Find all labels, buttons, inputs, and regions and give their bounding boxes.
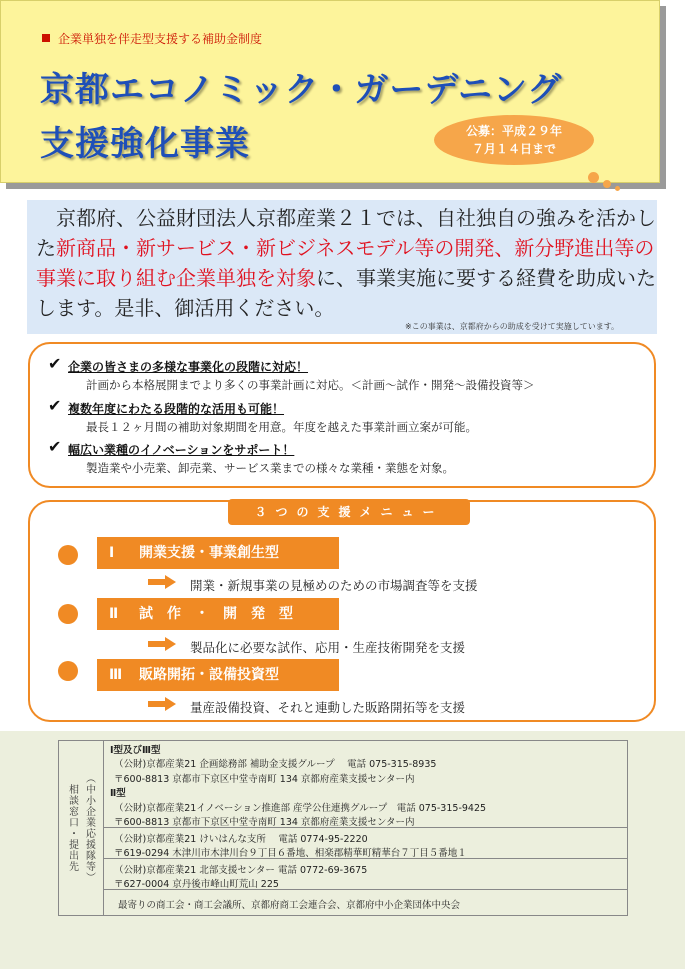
funding-note: ※この事業は、京都府からの助成を受けて実施しています。 [405,322,620,331]
feature-desc: 計画から本格展開までより多くの事業計画に対応。＜計画～試作・開発～設備投資等＞ [86,378,535,392]
contact-type-2: Ⅱ型 [110,788,126,799]
bubble-dot-icon [615,186,620,191]
contact-1-line1: （公財)京都産業21 企画総務部 補助金支援グループ 電話 075-315-8935 [114,759,437,770]
circle-bullet-icon [58,604,78,624]
bubble-dot-icon [603,180,611,188]
intro-part1: 京都府、公益財団法人京都産業２１では、自社独自の強みを活かした [36,206,656,260]
check-icon: ✔ [48,396,62,415]
page-title-line2: 支援強化事業 [40,124,250,164]
page-title-line1: 京都エコノミック・ガーデニング [40,70,563,110]
circle-bullet-icon [58,545,78,565]
contact-2-line1: （公財)京都産業21イノベーション推進部 産学公住連携グループ 電話 075-315-9425 [114,803,487,814]
support-menu-heading: ３つの支援メニュー [228,499,470,525]
intro-text [36,203,664,323]
square-bullet-icon [42,34,50,42]
menu-item-number: Ⅱ [109,606,119,622]
feature-title: 企業の皆さまの多様な事業化の段階に対応！ [68,360,309,374]
contact-side-label-sub: （中小企業応援隊等） [83,773,95,883]
contact-side-label-main: 相談窓口・提出先 [66,784,78,872]
menu-item-desc: 開業・新規事業の見極めのための市場調査等を支援 [190,578,478,593]
contact-side-label [58,740,104,916]
feature-title: 幅広い業種のイノベーションをサポート！ [68,443,295,457]
tagline [42,30,262,47]
feature-desc: 製造業や小売業、卸売業、サービス業までの様々な業種・業態を対象。 [86,461,454,475]
contact-type-1-3: Ⅰ型及びⅢ型 [110,745,161,756]
check-icon: ✔ [48,437,62,456]
feature-title: 複数年度にわたる段階的な活用も可能！ [68,402,285,416]
feature-desc: 最長１２ヶ月間の補助対象期間を用意。年度を越えた事業計画立案が可能。 [86,420,477,434]
menu-item-2 [97,598,339,630]
deadline-line1: 公募：平成２９年 [465,124,562,138]
menu-item-1 [97,537,339,569]
menu-item-desc: 製品化に必要な試作、応用・生産技術開発を支援 [190,640,466,655]
check-icon: ✔ [48,354,62,373]
contact-1-line2: 〒600-8813 京都市下京区中堂寺南町 134 京都府産業支援センター内 [114,774,415,785]
menu-item-3 [97,659,339,691]
menu-item-label: 試 作 ・ 開 発 型 [139,606,293,622]
contact-4-line1: （公財)京都産業21 北部支援センター 電話 0772-69-3675 [114,865,368,876]
deadline-bubble [434,115,594,165]
contact-5: 最寄りの商工会・商工会議所、京都府商工会連合会、京都府中小企業団体中央会 [118,900,461,911]
contact-3-line1: （公財)京都産業21 けいはんな支所 電話 0774-95-2220 [114,834,368,845]
arrow-right-icon [148,637,176,651]
deadline-line2: ７月１４日まで [471,142,556,156]
menu-item-number: Ⅲ [109,667,123,683]
tagline-text: 企業単独を伴走型支援する補助金制度 [58,32,263,46]
arrow-right-icon [148,575,176,589]
circle-bullet-icon [58,661,78,681]
menu-item-label: 開業支援・事業創生型 [139,545,279,561]
contact-2-line2: 〒600-8813 京都市下京区中堂寺南町 134 京都府産業支援センター内 [114,817,415,828]
arrow-right-icon [148,697,176,711]
contact-4-line2: 〒627-0004 京丹後市峰山町荒山 225 [114,879,279,890]
menu-item-label: 販路開拓・設備投資型 [139,667,279,683]
bubble-dot-icon [588,172,599,183]
intro-part2: に、事業実施に要する経費を助成いたします。是非、御活用ください。 [36,266,656,320]
menu-item-desc: 量産設備投資、それと連動した販路開拓等を支援 [190,700,466,715]
menu-item-number: Ⅰ [109,545,115,561]
intro-highlight: 新商品・新サービス・新ビジネスモデル等の開発、新分野進出等の事業に取り組む企業単独を対象 [36,236,655,290]
contact-3-line2: 〒619-0294 木津川市木津川台９丁目６番地、相楽郡精華町精華台７丁目５番地１ [114,848,467,859]
